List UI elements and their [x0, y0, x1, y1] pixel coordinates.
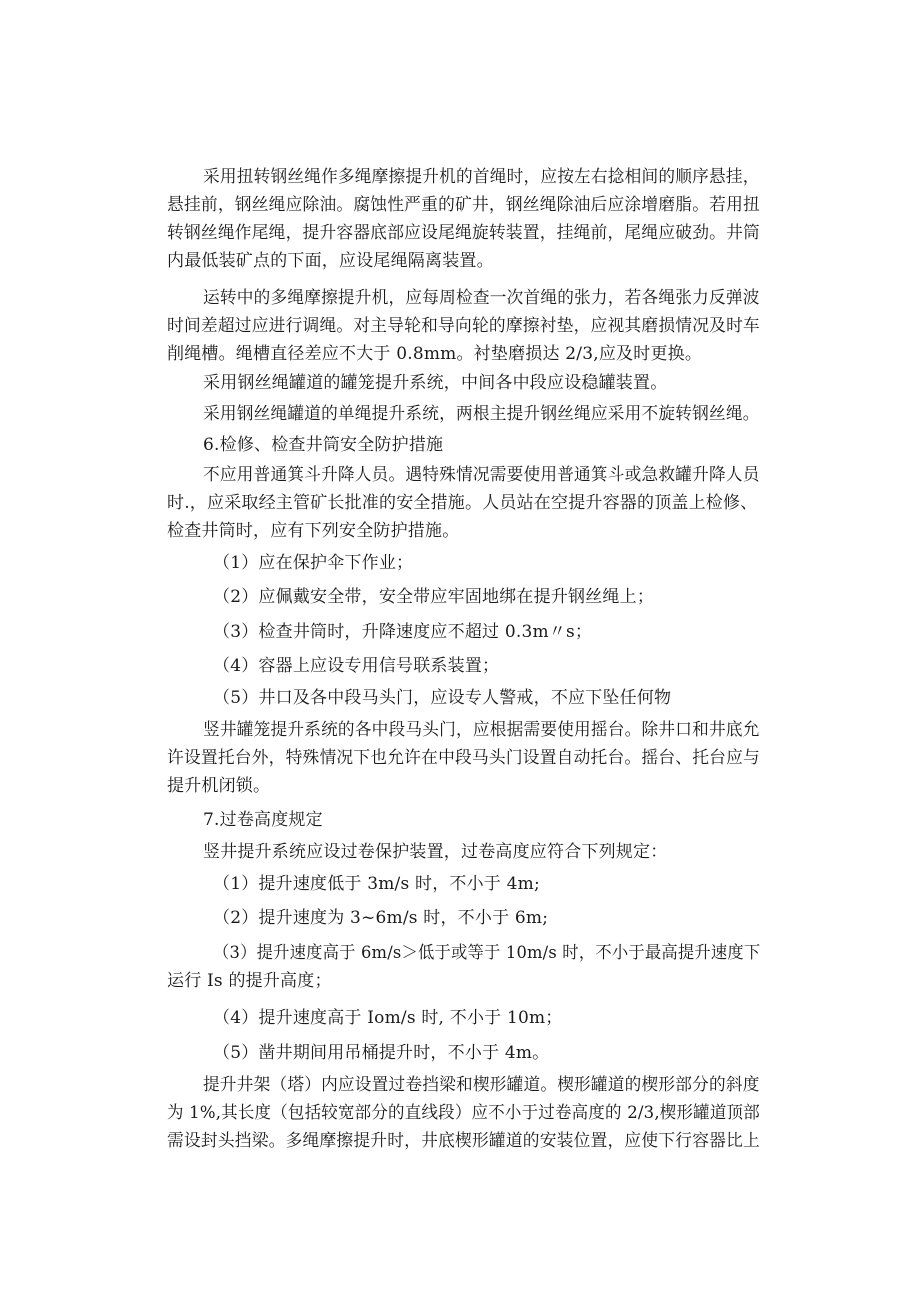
list-item: （3）提升速度高于 6m∕s＞低于或等于 10m∕s 时，不小于最高提升速度下 [213, 943, 761, 963]
list-item: （5）凿井期间用吊桶提升时，不小于 4m。 [213, 1043, 550, 1063]
text-line: 需设封头挡梁。多绳摩擦提升时，井底楔形罐道的安装位置，应使下行容器比上 [167, 1131, 760, 1151]
text-line: 竖井提升系统应设过卷保护装置，过卷高度应符合下列规定： [203, 842, 668, 862]
list-item: （4）提升速度高于 Iom/s 时, 不小于 10m； [213, 1008, 563, 1028]
text-line: 时间差超过应进行调绳。对主导轮和导向轮的摩擦衬垫，应视其磨损情况及时车 [167, 316, 760, 336]
text-line: 削绳槽。绳槽直径差应不大于 0.8mm。衬垫磨损达 2/3,应及时更换。 [167, 344, 703, 364]
text-line: 采用钢丝绳罐道的罐笼提升系统，中间各中段应设稳罐装置。 [203, 373, 668, 393]
text-line: 运转中的多绳摩擦提升机，应每周检查一次首绳的张力，若各绳张力反弹波 [203, 288, 760, 308]
text-line: 检查井筒时，应有下列安全防护措施。 [167, 521, 460, 541]
section-heading: 7.过卷高度规定 [203, 810, 323, 830]
list-item: （3）检查井筒时，升降速度应不超过 0.3m〃s； [213, 622, 593, 642]
text-line: 采用钢丝绳罐道的单绳提升系统，两根主提升钢丝绳应采用不旋转钢丝绳。 [203, 404, 760, 424]
text-line: 提升机闭锁。 [167, 776, 271, 796]
text-line: 竖井罐笼提升系统的各中段马头门，应根据需要使用摇台。除井口和井底允 [203, 720, 760, 740]
list-item: （2）应佩戴安全带，安全带应牢固地绑在提升钢丝绳上； [213, 587, 655, 607]
list-item: （5）井口及各中段马头门，应设专人警戒，不应下坠任何物 [213, 688, 672, 708]
text-line: 不应用普通箕斗升降人员。遇特殊情况需要使用普通箕斗或急救罐升降人员 [203, 465, 760, 485]
text-line: 采用扭转钢丝绳作多绳摩擦提升机的首绳时，应按左右捻相间的顺序悬挂， [203, 167, 760, 187]
text-line: 提升井架（塔）内应设置过卷挡梁和楔形罐道。楔形罐道的楔形部分的斜度 [203, 1075, 760, 1095]
text-line: 许设置托台外，特殊情况下也允许在中段马头门设置自动托台。摇台、托台应与 [167, 748, 760, 768]
text-line: 内最低装矿点的下面，应设尾绳隔离装置。 [167, 251, 494, 271]
list-item: （2）提升速度为 3~6m∕s 时，不小于 6m; [213, 908, 549, 928]
text-line: 为 1%,其长度（包括较宽部分的直线段）应不小于过卷高度的 2/3,楔形罐道顶部 [167, 1103, 760, 1123]
text-line: 时.，应采取经主管矿长批准的安全措施。人员站在空提升容器的顶盖上检修、 [167, 493, 758, 513]
list-item: （4）容器上应设专用信号联系装置； [213, 656, 500, 676]
list-item: （1）应在保护伞下作业； [213, 553, 414, 573]
list-item-continuation: 运行 Is 的提升高度； [167, 971, 332, 991]
section-heading: 6.检修、检查井筒安全防护措施 [203, 435, 444, 455]
text-line: 转钢丝绳作尾绳，提升容器底部应设尾绳旋转装置，挂绳前，尾绳应破劲。井筒 [167, 223, 760, 243]
text-line: 悬挂前，钢丝绳应除油。腐蚀性严重的矿井，钢丝绳除油后应涂增磨脂。若用扭 [167, 195, 760, 215]
list-item: （1）提升速度低于 3m∕s 时，不小于 4m; [213, 874, 540, 894]
